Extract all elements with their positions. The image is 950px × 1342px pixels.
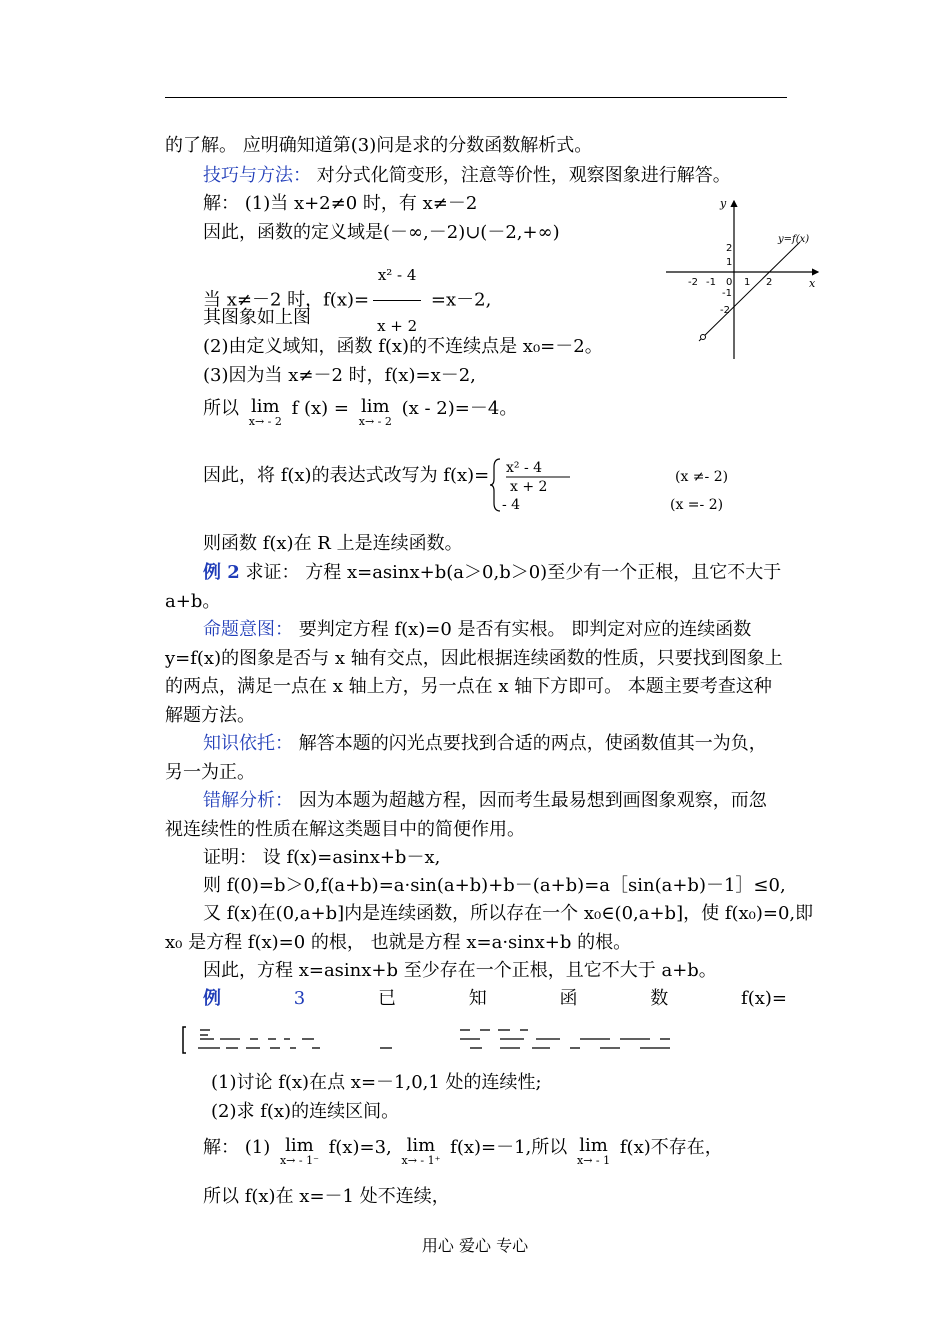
hole-point xyxy=(701,335,706,340)
text-span: f (x) = xyxy=(291,398,349,419)
tick-label: 2 xyxy=(766,277,773,288)
text-line: 的了解。 应明确知道第(3)问是求的分数函数解析式。 xyxy=(165,135,593,156)
limit-operator xyxy=(280,1137,319,1167)
lim-word: lim xyxy=(406,1135,436,1156)
text-span: 已 xyxy=(377,988,396,1009)
text-line: (2)由定义域知，函数 f(x)的不连续点是 x₀=－2。 xyxy=(203,336,603,357)
text-line: 所以 f(x)在 x=－1 处不连续， xyxy=(203,1186,450,1207)
garbled-formula-image xyxy=(180,1024,700,1056)
text-line: a+b。 xyxy=(165,591,221,612)
tick-label: 0 xyxy=(726,277,733,288)
piece-condition: (x =- 2) xyxy=(670,497,724,513)
text-line xyxy=(203,790,767,812)
limit-operator xyxy=(359,398,392,428)
text-line xyxy=(203,562,781,584)
text-span: 要判定方程 f(x)=0 是否有实根。 即判定对应的连续函数 xyxy=(293,619,752,640)
text-line: 因此，方程 x=asinx+b 至少存在一个正根，且它不大于 a+b。 xyxy=(203,960,717,981)
limit-operator xyxy=(401,1137,440,1167)
text-line: 因此，将 f(x)的表达式改写为 f(x)= xyxy=(203,465,490,486)
text-line: (1)讨论 f(x)在点 x=－1,0,1 处的连续性; xyxy=(211,1072,542,1093)
text-span: f(x)=3, xyxy=(328,1137,392,1158)
tick-label: -2 xyxy=(720,305,730,316)
text-span: 因为本题为超越方程，因而考生最易想到画图象观察，而忽 xyxy=(293,790,767,811)
text-line: 又 f(x)在(0,a+b]内是连续函数，所以存在一个 x₀∈(0,a+b]，使 f(x₀)=0,即 xyxy=(203,903,814,924)
text-line: 的两点，满足一点在 x 轴上方，另一点在 x 轴下方即可。 本题主要考查这种 xyxy=(165,676,772,697)
tick-label: -1 xyxy=(706,277,716,288)
lim-subscript: x→ - 2 xyxy=(248,415,282,428)
text-span: f(x)= xyxy=(741,988,787,1009)
text-line xyxy=(203,165,731,187)
text-line xyxy=(203,988,787,1010)
lim-subscript: x→ - 2 xyxy=(358,415,392,428)
example-label: 例 2 xyxy=(203,562,240,583)
text-span: 解： (1) xyxy=(203,1137,271,1158)
example-number: 3 xyxy=(293,988,306,1009)
tick-label: 2 xyxy=(726,243,733,254)
formula-line xyxy=(203,398,517,428)
text-line xyxy=(203,733,767,755)
piecewise-brace xyxy=(490,455,780,515)
text-line: 解： (1)当 x+2≠0 时，有 x≠－2 xyxy=(203,193,478,214)
section-label: 技巧与方法： xyxy=(203,165,311,186)
tick-label: 1 xyxy=(744,277,751,288)
fraction-numerator: x² - 4 xyxy=(373,250,421,301)
text-span: 函 xyxy=(559,988,578,1009)
formula-line xyxy=(203,1137,723,1167)
lim-word: lim xyxy=(361,396,390,417)
text-span: 知 xyxy=(468,988,487,1009)
text-line xyxy=(203,619,751,641)
lim-subscript: x→ - 1⁻ xyxy=(279,1154,319,1167)
text-line: 解题方法。 xyxy=(165,705,255,726)
function-line xyxy=(699,242,800,341)
text-span: 对分式化简变形，注意等价性，观察图象进行解答。 xyxy=(311,165,731,186)
tick-label: 1 xyxy=(726,257,733,268)
text-span: 当 x≠－2 时，f(x)= xyxy=(203,289,370,311)
text-line: y=f(x)的图象是否与 x 轴有交点，因此根据连续函数的性质，只要找到图象上 xyxy=(165,648,783,669)
piece-value: - 4 xyxy=(502,497,521,513)
lim-word: lim xyxy=(579,1135,608,1156)
text-span: (x - 2)=－4。 xyxy=(401,398,518,419)
fraction-denominator: x + 2 xyxy=(377,317,418,335)
page-footer: 用心 爱心 专心 xyxy=(421,1236,529,1255)
text-line: (3)因为当 x≠－2 时，f(x)=x－2, xyxy=(203,365,476,386)
text-line: 另一为正。 xyxy=(165,762,255,783)
section-label: 知识依托： xyxy=(203,733,293,754)
piece-numerator: x² - 4 xyxy=(506,460,543,476)
text-span: 求证： 方程 x=asinx+b(a＞0,b＞0)至少有一个正根，且它不大于 xyxy=(239,562,782,583)
tick-label: -1 xyxy=(722,288,732,299)
x-axis-label: x xyxy=(809,277,816,290)
y-axis-label: y xyxy=(720,197,727,210)
limit-operator xyxy=(249,398,282,428)
text-line: x₀ 是方程 f(x)=0 的根， 也就是方程 x=a·sinx+b 的根。 xyxy=(165,932,632,953)
lim-subscript: x→ - 1⁺ xyxy=(401,1154,441,1167)
section-label: 错解分析： xyxy=(203,790,293,811)
text-line: 因此，函数的定义域是(－∞,－2)∪(－2,+∞) xyxy=(203,222,560,243)
limit-operator xyxy=(577,1137,610,1167)
text-span: =x－2, xyxy=(425,289,492,311)
text-line: 证明： 设 f(x)=asinx+b－x, xyxy=(203,847,441,868)
header-rule xyxy=(165,97,787,98)
text-line: (2)求 f(x)的连续区间。 xyxy=(211,1101,400,1122)
lim-word: lim xyxy=(285,1135,314,1156)
text-span: f(x)不存在， xyxy=(619,1137,723,1158)
text-line: 则 f(0)=b＞0,f(a+b)=a·sin(a+b)+b－(a+b)=a［sin(a+b)－1］≤0, xyxy=(203,875,786,896)
function-label: y=f(x) xyxy=(778,234,810,245)
text-line: 视连续性的性质在解这类题目中的简便作用。 xyxy=(165,819,525,840)
lim-subscript: x→ - 1 xyxy=(577,1154,611,1167)
text-span: 数 xyxy=(650,988,669,1009)
text-span: f(x)=－1,所以 xyxy=(450,1137,568,1158)
function-graph xyxy=(660,195,820,360)
text-line: 则函数 f(x)在 R 上是连续函数。 xyxy=(203,533,463,554)
text-line: 其图象如上图 xyxy=(203,307,311,328)
example-label: 例 xyxy=(203,988,221,1009)
section-label: 命题意图： xyxy=(203,619,293,640)
tick-label: -2 xyxy=(688,277,698,288)
lim-word: lim xyxy=(251,396,280,417)
text-span: 解答本题的闪光点要找到合适的两点，使函数值其一为负， xyxy=(293,733,767,754)
piece-denominator: x + 2 xyxy=(510,479,548,495)
piece-condition: (x ≠- 2) xyxy=(675,469,729,485)
text-span: 所以 xyxy=(203,398,239,419)
